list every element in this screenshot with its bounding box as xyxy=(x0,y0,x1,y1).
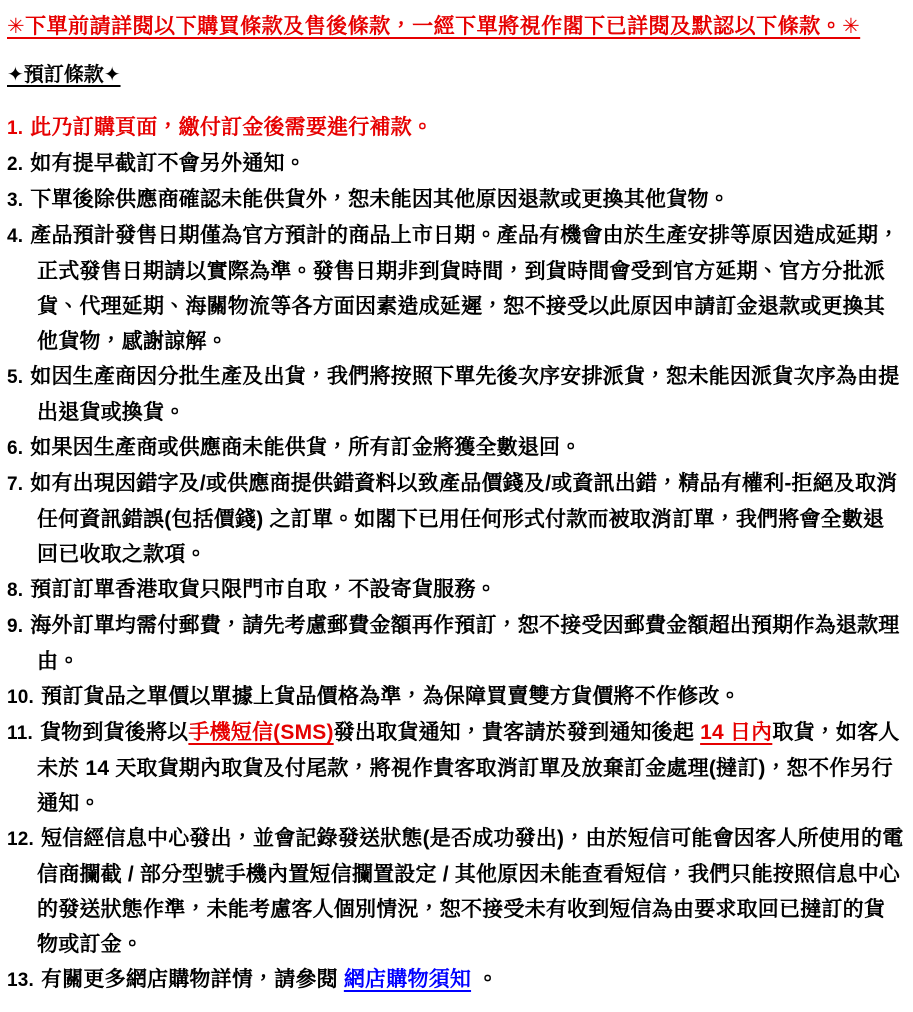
term-item xyxy=(7,466,905,572)
term-text: 貨物到貨後將以 xyxy=(39,721,189,744)
section-heading-text: ✦預訂條款✦ xyxy=(7,64,121,86)
term-text: 14 日內 xyxy=(700,721,773,744)
term-text: 下單後除供應商確認未能供貨外，恕未能因其他原因退款或更換其他貨物。 xyxy=(30,188,730,211)
term-item xyxy=(7,821,905,962)
term-item xyxy=(7,146,905,182)
term-item xyxy=(7,182,905,218)
term-number: 3. xyxy=(7,190,24,211)
term-number: 1. xyxy=(7,118,24,139)
term-item xyxy=(7,679,905,715)
term-item xyxy=(7,572,905,608)
term-number: 8. xyxy=(7,580,24,601)
online-shop-guide-link[interactable]: 網店購物須知 xyxy=(343,968,472,991)
term-text: 。 xyxy=(471,968,499,991)
warning-header xyxy=(7,12,905,42)
term-number: 6. xyxy=(7,438,24,459)
term-text: 預訂貨品之單價以單據上貨品價格為準，為保障買賣雙方貨價將不作修改。 xyxy=(41,685,741,708)
term-item xyxy=(7,110,905,146)
term-text: 預訂訂單香港取貨只限門市自取，不設寄貨服務。 xyxy=(30,578,497,601)
term-item xyxy=(7,608,905,679)
term-text: 取貨，如客人未於 14 天取貨期內取貨及付尾款，將視作貴客取消訂單及放棄訂金處理(撻訂)，恕不作另行通知。 xyxy=(37,721,900,815)
term-number: 11. xyxy=(7,723,33,744)
term-item xyxy=(7,359,905,430)
term-number: 5. xyxy=(7,367,24,388)
term-item xyxy=(7,218,905,359)
term-text: 手機短信(SMS) xyxy=(188,721,334,744)
term-number: 9. xyxy=(7,616,24,637)
term-text: 如有提早截訂不會另外通知。 xyxy=(30,152,306,175)
term-text: 發出取貨通知，貴客請於發到通知後起 xyxy=(333,721,701,744)
term-text: 如因生產商因分批生產及出貨，我們將按照下單先後次序安排派貨，恕未能因派貨次序為由提出退貨或換貨。 xyxy=(30,365,900,424)
term-item xyxy=(7,962,905,998)
term-text: 如果因生產商或供應商未能供貨，所有訂金將獲全數退回。 xyxy=(30,436,582,459)
term-item xyxy=(7,715,905,821)
term-number: 4. xyxy=(7,226,24,247)
terms-list xyxy=(7,110,905,998)
term-number: 13. xyxy=(7,970,35,991)
term-number: 7. xyxy=(7,474,24,495)
term-text: 此乃訂購頁面，繳付訂金後需要進行補款。 xyxy=(30,116,434,139)
warning-header-text: ✳下單前請詳閱以下購買條款及售後條款，一經下單將視作閣下已詳閱及默認以下條款。✳ xyxy=(7,15,861,38)
term-text: 海外訂單均需付郵費，請先考慮郵費金額再作預訂，恕不接受因郵費金額超出預期作為退款理由。 xyxy=(30,614,900,673)
term-number: 12. xyxy=(7,829,35,850)
term-text: 有關更多網店購物詳情，請參閱 xyxy=(41,968,344,991)
term-text: 短信經信息中心發出，並會記錄發送狀態(是否成功發出)，由於短信可能會因客人所使用的電信商攔截 / 部分型號手機內置短信攔置設定 / 其他原因未能查看短信，我們只能按照信息中心的發送狀態作準，未能考慮客人個別情況，恕不接受未有收到短信為由要求取回已撻訂的貨物或訂金。 xyxy=(37,827,904,956)
section-heading-preorder-terms xyxy=(7,62,905,88)
term-item xyxy=(7,430,905,466)
term-number: 10. xyxy=(7,687,35,708)
term-text: 如有出現因錯字及/或供應商提供錯資料以致產品價錢及/或資訊出錯，精品有權利-拒絕及取消任何資訊錯誤(包括價錢) 之訂單。如閣下已用任何形式付款而被取消訂單，我們將會全數退回已收取之款項。 xyxy=(30,472,898,566)
term-number: 2. xyxy=(7,154,24,175)
term-text: 產品預計發售日期僅為官方預計的商品上市日期。產品有機會由於生產安排等原因造成延期，正式發售日期請以實際為準。發售日期非到貨時間，到貨時間會受到官方延期、官方分批派貨、代理延期、海關物流等各方面因素造成延遲，恕不接受以此原因申請訂金退款或更換其他貨物，感謝諒解。 xyxy=(30,224,900,353)
